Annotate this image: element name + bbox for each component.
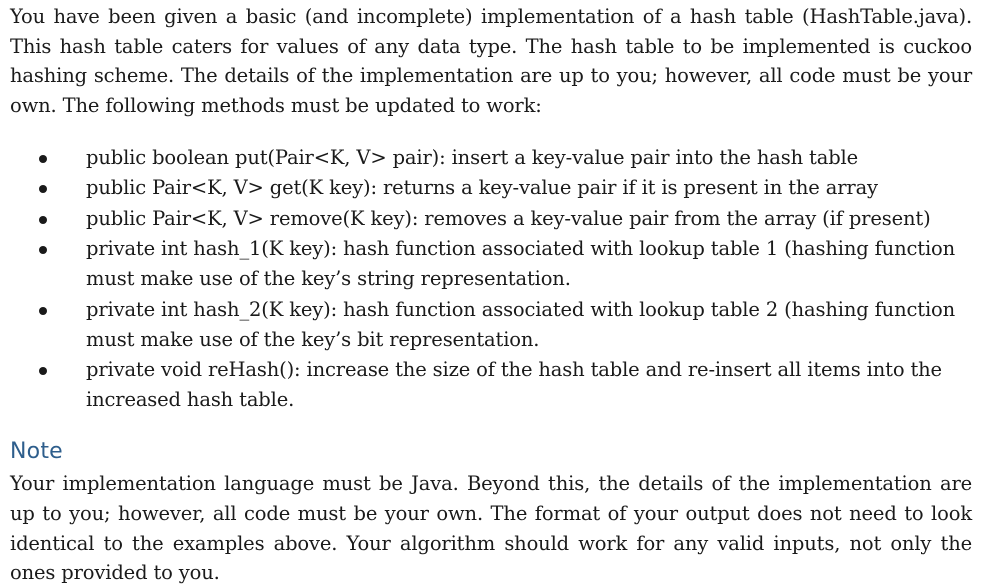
bullet-icon [39, 367, 47, 375]
note-paragraph: Your implementation language must be Java. Beyond this, the details of the implementation are up to you; however, all code must be your own. The format of your output does not need to look identical to the examples above. Your algorithm should work for any valid inputs, not only the ones provided to you. [10, 472, 972, 585]
bullet-icon [39, 185, 47, 193]
method-text: public boolean put(Pair<K, V> pair): insert a key-value pair into the hash table [86, 145, 859, 169]
intro-paragraph: You have been given a basic (and incomplete) implementation of a hash table (HashTable.java). This hash table caters for values of any data type. The hash table to be implemented is cuckoo hashing scheme. The details of the implementation are up to you; however, all code must be your own. The following methods must be updated to work: [10, 5, 972, 118]
method-text: private void reHash(): increase the size of the hash table and re-insert all items into the increased hash table. [86, 358, 942, 412]
list-item [10, 143, 972, 173]
list-item [10, 355, 972, 415]
list-item [10, 234, 972, 294]
bullet-icon [39, 216, 47, 224]
method-text: private int hash_2(K key): hash function associated with lookup table 2 (hashing function must make use of the key’s bit representation. [86, 297, 956, 351]
list-item [10, 173, 972, 203]
bullet-icon [39, 246, 47, 254]
bullet-icon [39, 155, 47, 163]
method-text: private int hash_1(K key): hash function associated with lookup table 1 (hashing function must make use of the key’s string representation. [86, 237, 956, 291]
methods-list [10, 143, 972, 416]
bullet-icon [39, 307, 47, 315]
method-text: public Pair<K, V> get(K key): returns a key-value pair if it is present in the array [86, 176, 878, 200]
list-item [10, 295, 972, 355]
method-text: public Pair<K, V> remove(K key): removes a key-value pair from the array (if present) [86, 206, 931, 230]
document [10, 0, 972, 588]
note-heading: Note [10, 439, 63, 465]
list-item [10, 204, 972, 234]
